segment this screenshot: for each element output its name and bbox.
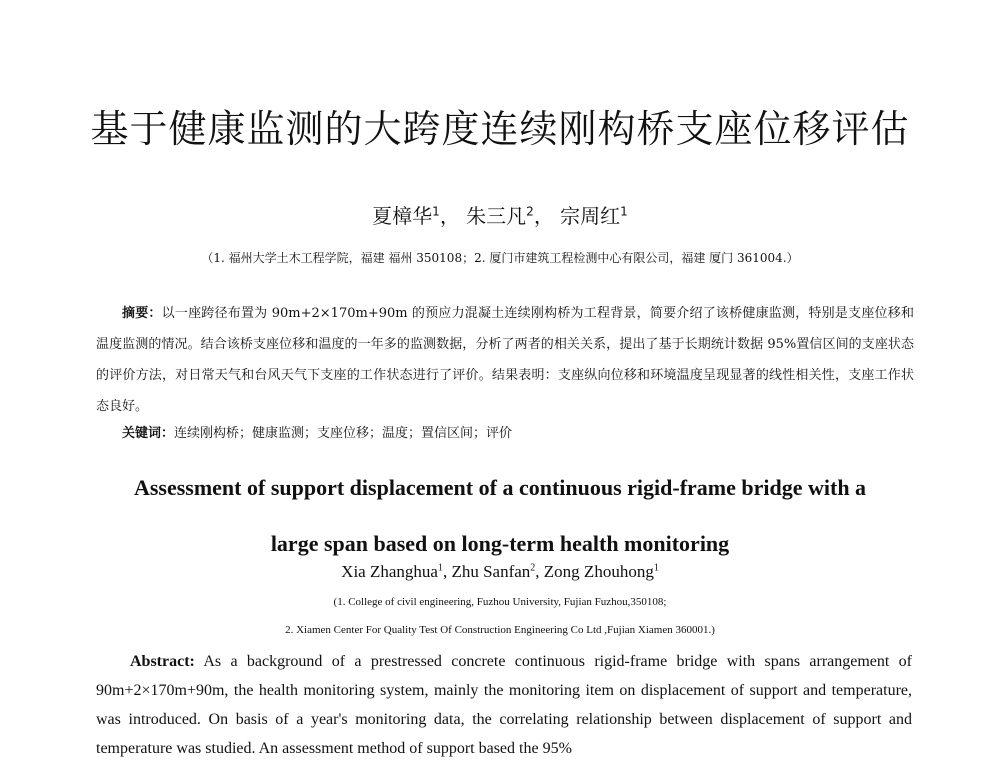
author-name: Xia Zhanghua xyxy=(341,562,438,581)
author-affiliation-mark: 2 xyxy=(530,562,536,574)
author-separator: , xyxy=(535,562,544,581)
author-name: 宗周红 xyxy=(560,204,621,228)
chinese-abstract xyxy=(96,298,914,422)
chinese-abstract-text: 以一座跨径布置为 90m+2×170m+90m 的预应力混凝土连续刚构桥为工程背景，简要介绍了该桥健康监测，特别是支座位移和温度监测的情况。结合该桥支座位移和温度的一年多的监测数据，分析了两者的相关关系，提出了基于长期统计数据 95%置信区间的支座状态的评价方法，对日常天气和台风天气下支座的工作状态进行了评价。结果表明：支座纵向位移和环境温度呈现显著的线性相关性，支座工作状态良好。 xyxy=(96,306,914,414)
english-affiliation-line: 2. Xiamen Center For Quality Test Of Construction Engineering Co Ltd ,Fujian Xiamen 360001.) xyxy=(285,624,715,636)
chinese-abstract-label: 摘要： xyxy=(122,306,162,321)
english-title-line: large span based on long-term health monitoring xyxy=(270,531,730,556)
english-abstract xyxy=(96,647,912,763)
english-abstract-label: Abstract: xyxy=(130,653,195,670)
english-affiliation-line: (1. College of civil engineering, Fuzhou University, Fujian Fuzhou,350108; xyxy=(333,596,667,608)
author-name: Zhu Sanfan xyxy=(451,562,531,581)
author-name: 夏樟华 xyxy=(372,204,433,228)
author-affiliation-mark: 1 xyxy=(437,562,443,574)
author-name: 朱三凡 xyxy=(466,204,527,228)
english-abstract-text: As a background of a prestressed concrete continuous rigid-frame bridge with spans arrangement of 90m+2×170m+90m, the health monitoring system, mainly the monitoring item on displacement of support and temperature, was introduced. On basis of a year's monitoring data, the correlating relationship between displacement of support and temperature was studied. An assessment method of support based the 95% xyxy=(96,653,912,757)
author-separator: ， xyxy=(533,204,554,228)
author-affiliation-mark: 1 xyxy=(620,204,628,219)
author-separator: ， xyxy=(439,204,460,228)
chinese-affiliation: （1. 福州大学土木工程学院，福建 福州 350108；2. 厦门市建筑工程检测中心有限公司，福建 厦门 361004.） xyxy=(201,251,799,265)
chinese-keywords-text: 连续刚构桥；健康监测；支座位移；温度；置信区间；评价 xyxy=(174,426,513,441)
author-separator: , xyxy=(442,562,452,581)
chinese-keywords-label: 关键词： xyxy=(122,426,175,441)
chinese-keywords xyxy=(122,422,912,441)
author-affiliation-mark: 1 xyxy=(432,204,440,219)
author-affiliation-mark: 1 xyxy=(653,562,659,574)
english-title xyxy=(0,460,1000,572)
author-affiliation-mark: 2 xyxy=(526,204,534,219)
english-title-line: Assessment of support displacement of a continuous rigid-frame bridge with a xyxy=(133,475,867,500)
chinese-title: 基于健康监测的大跨度连续刚构桥支座位移评估 xyxy=(90,107,910,151)
english-authors xyxy=(0,562,1000,582)
chinese-authors xyxy=(0,200,1000,229)
author-name: Zong Zhouhong xyxy=(543,562,654,581)
